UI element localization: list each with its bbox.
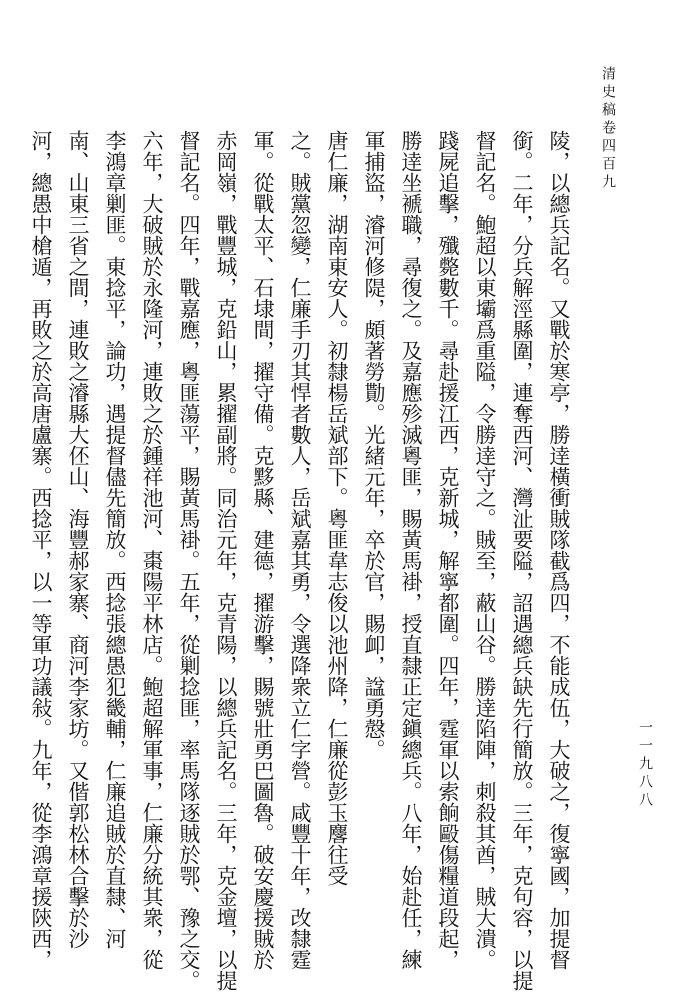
text-column: 六年，大破賊於永隆河，連敗之於鍾祥池河、棗陽平林店。鮑超解軍事，仁廉分統其衆，從 <box>140 130 164 970</box>
text-column: 軍捕盜，濬河修隄，頗著勞勩。光緒元年，卒於官，賜卹，諡勇慤。 <box>362 130 386 760</box>
text-column: 勝逹坐褫職，尋復之。及嘉應殄滅粵匪，賜黃馬褂，授直隸正定鎭總兵。八年，始赴任，練 <box>399 130 423 970</box>
text-column: 赤岡嶺，戰豐城，克鉛山，累擢副將。同治元年，克青陽，以總兵記名。三年，克金壇，以提 <box>214 130 238 991</box>
text-column: 銜。二年，分兵解涇縣圍，連奪西河、灣沚要隘，詔遇總兵缺先行簡放。三年，克句容，以提 <box>510 130 534 991</box>
text-column: 督記名。四年，戰嘉應，粵匪蕩平，賜黃馬褂。五年，從剿捻匪，率馬隊逐賊於鄂、豫之交。 <box>177 130 201 991</box>
text-column: 之。賊黨忽變，仁廉手刃其悍者數人，岳斌嘉其勇，令選降衆立仁字營。咸豐十年，改隸霆 <box>288 130 312 970</box>
text-column: 唐仁廉，湖南東安人。初隸楊岳斌部下。粵匪韋志俊以池州降，仁廉從彭玉麐往受 <box>325 130 349 886</box>
text-column: 陵，以總兵記名。又戰於寒亭，勝逹橫衝賊隊截爲四，不能成伍，大破之，復寧國，加提督 <box>547 130 571 970</box>
text-column: 踐屍追擊，殲斃數千。尋赴援江西，克新城，解寧都圍。四年，霆軍以索餉毆傷糧道段起， <box>436 130 460 970</box>
text-column: 李鴻章剿匪。東捻平，論功，遇提督儘先簡放。西捻張總愚犯畿輔，仁廉追賊於直隸、河 <box>103 130 127 949</box>
text-column: 軍。從戰太平、石埭間，擢守備。克黟縣、建德，擢游擊，賜號壯勇巴圖魯。破安慶援賊於 <box>251 130 275 970</box>
running-header-title: 清史稿卷四百九 <box>600 66 616 192</box>
text-column: 督記名。鮑超以東壩爲重隘，令勝逹守之。賊至，蔽山谷。勝逹陷陣，刺殺其酋，賊大潰。 <box>473 130 497 970</box>
page-number: 一一九八八 <box>637 720 653 810</box>
text-column: 河，總愚中槍遁，再敗之於高唐盧寨。西捻平，以一等軍功議敍。九年，從李鴻章援陝西， <box>29 130 53 970</box>
text-column: 南、山東三省之間，連敗之濬縣大伾山、海豐郝家寨、商河李家坊。又偕郭松林合擊於沙 <box>66 130 90 949</box>
